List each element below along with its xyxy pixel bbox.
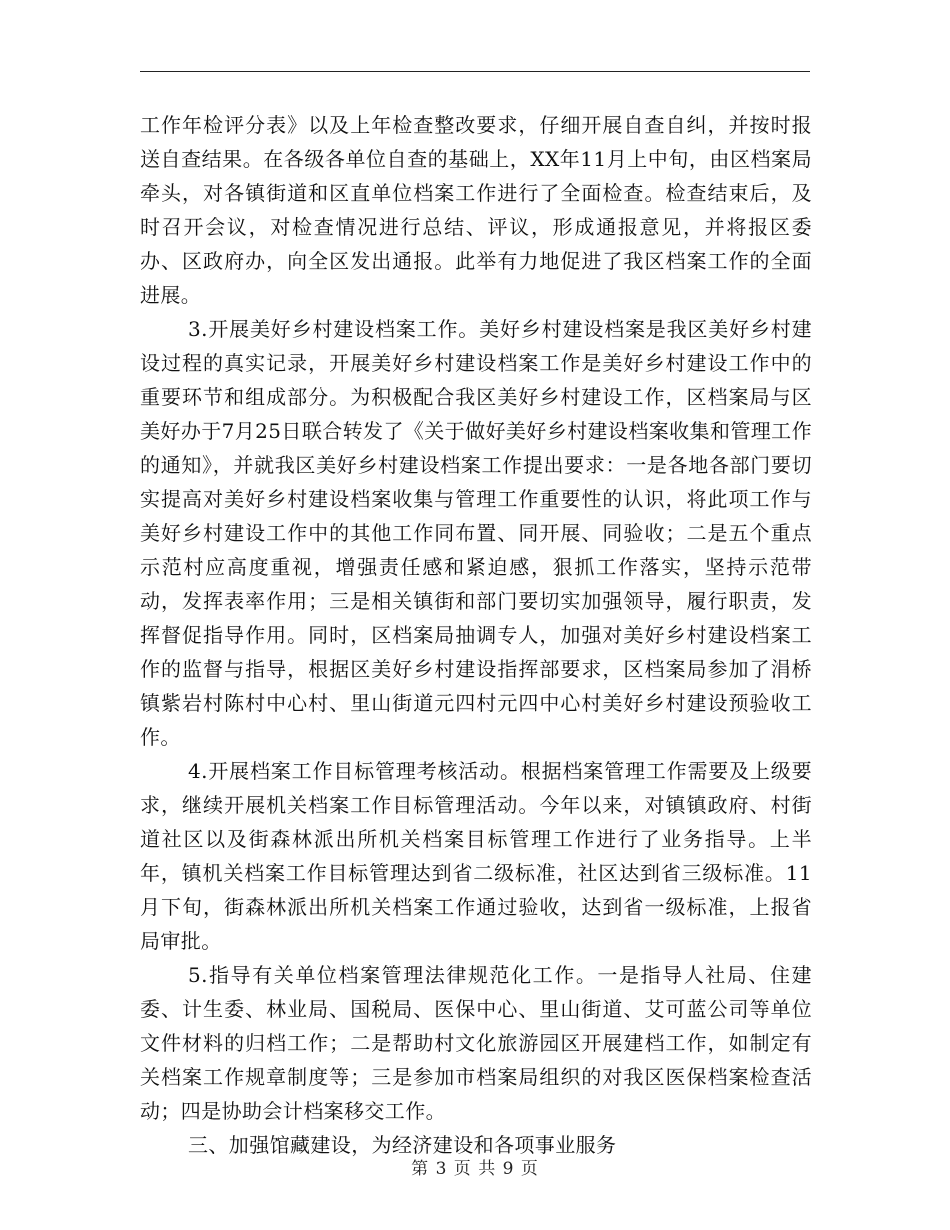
paragraph-item-4: 4.开展档案工作目标管理考核活动。根据档案管理工作需要及上级要求，继续开展机关档案工作目标管理活动。今年以来，对镇镇政府、村街道社区以及街森林派出所机关档案目标管理工作进行了业务指导。上半年，镇机关档案工作目标管理达到省二级标准，社区达到省三级标准。11月下旬，街森林派出所机关档案工作通过验收，达到省一级标准，上报省局审批。 bbox=[140, 759, 812, 953]
paragraph-item-5: 5.指导有关单位档案管理法律规范化工作。一是指导人社局、住建委、计生委、林业局、国税局、医保中心、里山街道、艾可蓝公司等单位文件材料的归档工作；二是帮助村文化旅游园区开展建档工作，如制定有关档案工作规章制度等；三是参加市档案局组织的对我区医保档案检查活动；四是协助会计档案移交工作。 bbox=[140, 963, 812, 1123]
document-body bbox=[140, 108, 812, 1162]
page-number-footer: 第 3 页 共 9 页 bbox=[411, 1159, 539, 1179]
header-rule bbox=[140, 71, 810, 72]
paragraph-continuation: 工作年检评分表》以及上年检查整改要求，仔细开展自查自纠，并按时报送自查结果。在各级各单位自查的基础上，XX年11月上中旬，由区档案局牵头，对各镇街道和区直单位档案工作进行了全面检查。检查结束后，及时召开会议，对检查情况进行总结、评议，形成通报意见，并将报区委办、区政府办，向全区发出通报。此举有力地促进了我区档案工作的全面进展。 bbox=[140, 113, 812, 307]
section-heading-3: 三、加强馆藏建设，为经济建设和各项事业服务 bbox=[188, 1133, 617, 1157]
paragraph-item-3: 3.开展美好乡村建设档案工作。美好乡村建设档案是我区美好乡村建设过程的真实记录，开展美好乡村建设档案工作是美好乡村建设工作中的重要环节和组成部分。为积极配合我区美好乡村建设工作，区档案局与区美好办于7月25日联合转发了《关于做好美好乡村建设档案收集和管理工作的通知》，并就我区美好乡村建设档案工作提出要求：一是各地各部门要切实提高对美好乡村建设档案收集与管理工作重要性的认识，将此项工作与美好乡村建设工作中的其他工作同布置、同开展、同验收；二是五个重点示范村应高度重视，增强责任感和紧迫感，狠抓工作落实，坚持示范带动，发挥表率作用；三是相关镇街和部门要切实加强领导，履行职责，发挥督促指导作用。同时，区档案局抽调专人，加强对美好乡村建设档案工作的监督与指导，根据区美好乡村建设指挥部要求，区档案局参加了涓桥镇紫岩村陈村中心村、里山街道元四村元四中心村美好乡村建设预验收工作。 bbox=[140, 317, 812, 749]
